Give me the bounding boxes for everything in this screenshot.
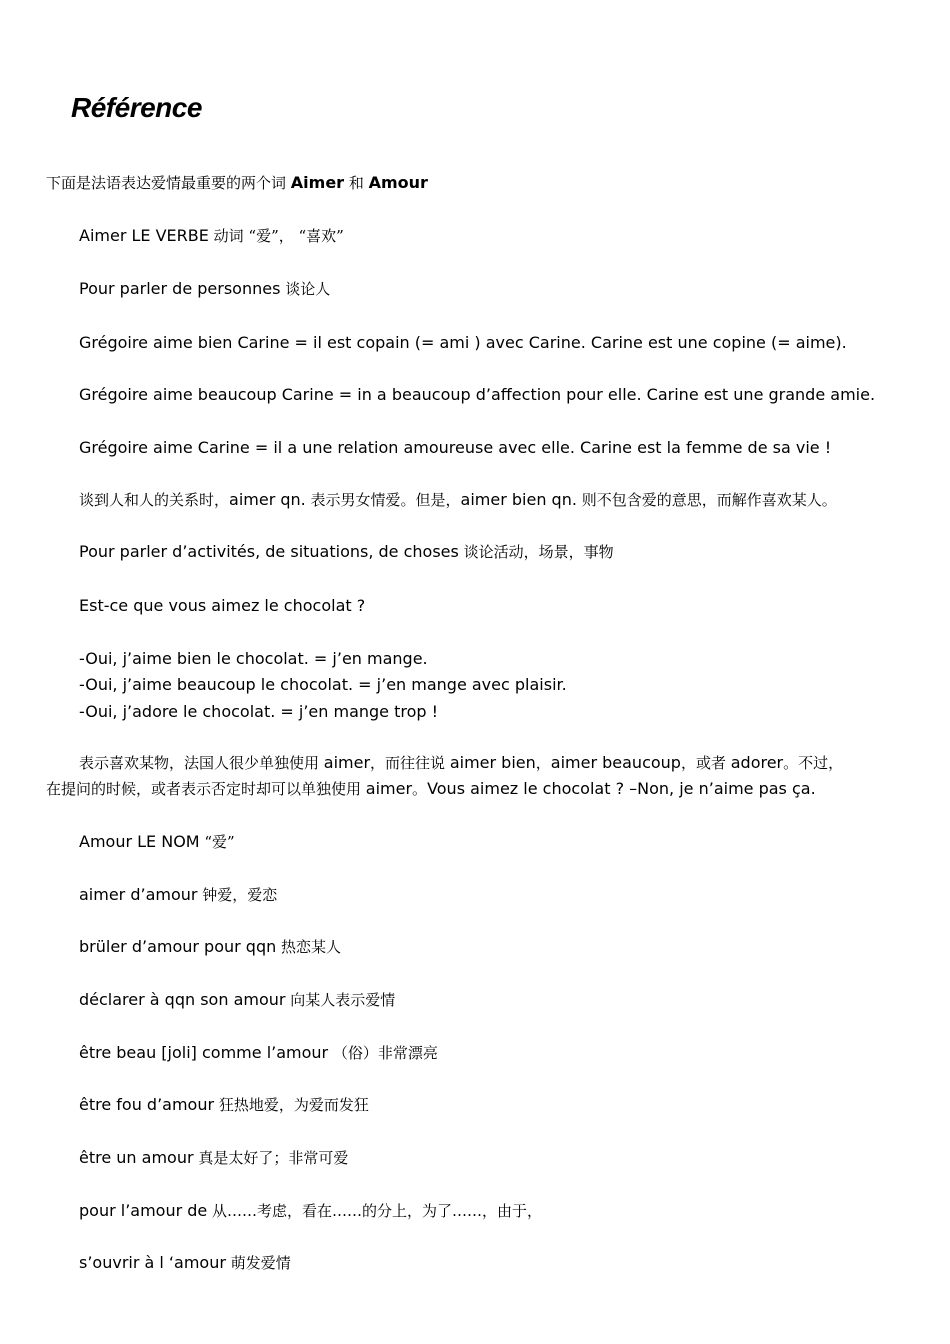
phrase-item: être fou d’amour 狂热地爱，为爱而发狂 (79, 1095, 369, 1114)
phrase-item: être un amour 真是太好了；非常可爱 (79, 1148, 349, 1167)
phrase-item: déclarer à qqn son amour 向某人表示爱情 (79, 990, 396, 1009)
phrase-item: brüler d’amour pour qqn 热恋某人 (79, 937, 342, 956)
phrase-item: pour l’amour de 从……考虑，看在……的分上，为了……，由于， (79, 1201, 543, 1220)
phrase-item: aimer d’amour 钟爱，爱恋 (79, 885, 278, 904)
answer-1: -Oui, j’aime bien le chocolat. = j’en mange. (79, 649, 428, 668)
noun-heading: Amour LE NOM “爱” (79, 832, 235, 851)
note-persons: 谈到人和人的关系时，aimer qn. 表示男女情爱。但是，aimer bien qn. 则不包含爱的意思，而解作喜欢某人。 (79, 490, 837, 509)
intro-line: 下面是法语表达爱情最重要的两个词 Aimer 和 Amour (46, 173, 428, 192)
page-title: Référence (71, 92, 202, 123)
activities-heading: Pour parler d’activités, de situations, de choses 谈论活动，场景，事物 (79, 542, 614, 561)
example-1: Grégoire aime bien Carine = il est copain (= ami ) avec Carine. Carine est une copine (= aime). (79, 333, 847, 352)
example-2: Grégoire aime beaucoup Carine = in a beaucoup d’affection pour elle. Carine est une grande amie. (79, 385, 876, 404)
note-things-line-1: 表示喜欢某物，法国人很少单独使用 aimer，而往往说 aimer bien，aimer beaucoup，或者 adorer。不过， (79, 753, 844, 772)
phrase-item: être beau [joli] comme l’amour （俗）非常漂亮 (79, 1043, 438, 1062)
persons-heading: Pour parler de personnes 谈论人 (79, 279, 331, 298)
answer-2: -Oui, j’aime beaucoup le chocolat. = j’en mange avec plaisir. (79, 675, 567, 694)
phrase-item: s’ouvrir à l ‘amour 萌发爱情 (79, 1253, 291, 1272)
verb-heading: Aimer LE VERBE 动词 “爱”， “喜欢” (79, 226, 344, 245)
example-3: Grégoire aime Carine = il a une relation amoureuse avec elle. Carine est la femme de sa vie ! (79, 438, 832, 457)
note-things-line-2: 在提问的时候，或者表示否定时却可以单独使用 aimer。Vous aimez le chocolat ? –Non, je n’aime pas ça. (46, 779, 816, 798)
answer-3: -Oui, j’adore le chocolat. = j’en mange trop ! (79, 702, 439, 721)
question-line: Est-ce que vous aimez le chocolat ? (79, 596, 366, 615)
